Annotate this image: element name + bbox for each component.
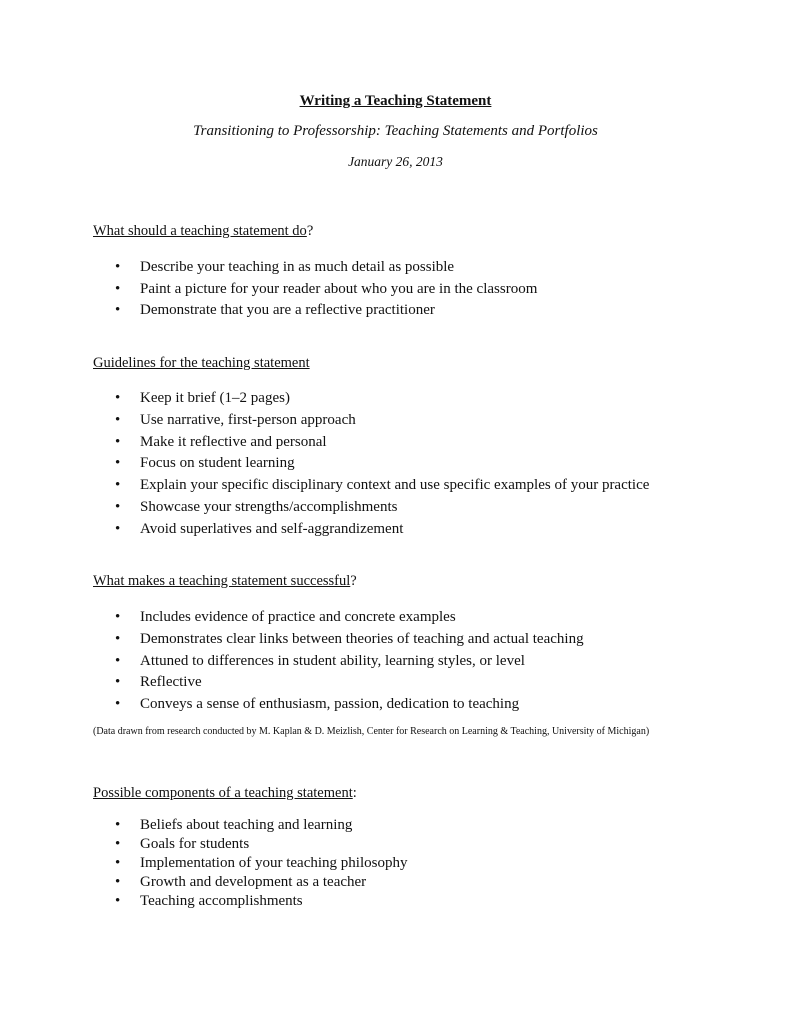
list-item: • Demonstrates clear links between theories of teaching and actual teaching (0, 629, 584, 651)
list-item: • Showcase your strengths/accomplishments (0, 497, 649, 519)
list-item: • Goals for students (0, 835, 407, 854)
section-heading-purpose (93, 223, 313, 240)
section-heading-suffix: ? (306, 223, 314, 239)
list-item: • Growth and development as a teacher (0, 873, 407, 892)
list-item: • Attuned to differences in student ability, learning styles, or level (0, 651, 584, 673)
list-item: • Conveys a sense of enthusiasm, passion, dedication to teaching (0, 694, 584, 716)
list-item: • Beliefs about teaching and learning (0, 816, 407, 835)
list-item: • Reflective (0, 672, 584, 694)
section-heading-components (93, 785, 357, 802)
list-item: • Paint a picture for your reader about who you are in the classroom (0, 279, 537, 301)
list-item: • Demonstrate that you are a reflective practitioner (0, 300, 537, 322)
section-heading-text: What should a teaching statement do (93, 223, 307, 239)
document-subtitle: Transitioning to Professorship: Teaching Statements and Portfolios (193, 123, 598, 139)
section-heading-guidelines (93, 355, 310, 372)
document-date: January 26, 2013 (348, 154, 443, 169)
list-item: • Make it reflective and personal (0, 432, 649, 454)
section-heading-suffix: : (352, 785, 357, 801)
list-item: • Explain your specific disciplinary context and use specific examples of your practice (0, 475, 649, 497)
list-item: • Keep it brief (1–2 pages) (0, 388, 649, 410)
section-heading-success (93, 573, 357, 590)
list-item: • Implementation of your teaching philosophy (0, 854, 407, 873)
section-heading-text: Guidelines for the teaching statement (93, 355, 310, 371)
section-heading-text: What makes a teaching statement successful (93, 573, 351, 589)
document-title: Writing a Teaching Statement (299, 93, 492, 109)
list-item: • Avoid superlatives and self-aggrandizement (0, 519, 649, 541)
success-list (0, 607, 584, 716)
guidelines-list (0, 388, 649, 541)
section-heading-suffix: ? (350, 573, 357, 589)
purpose-list (0, 257, 537, 322)
list-item: • Use narrative, first-person approach (0, 410, 649, 432)
list-item: • Describe your teaching in as much detail as possible (0, 257, 537, 279)
list-item: • Includes evidence of practice and concrete examples (0, 607, 584, 629)
source-note: (Data drawn from research conducted by M. Kaplan & D. Meizlish, Center for Research on Learning & Teaching, University of Michigan) (93, 726, 650, 737)
list-item: • Focus on student learning (0, 453, 649, 475)
list-item: • Teaching accomplishments (0, 892, 407, 911)
section-heading-text: Possible components of a teaching statement (93, 785, 353, 801)
components-list (0, 816, 407, 911)
